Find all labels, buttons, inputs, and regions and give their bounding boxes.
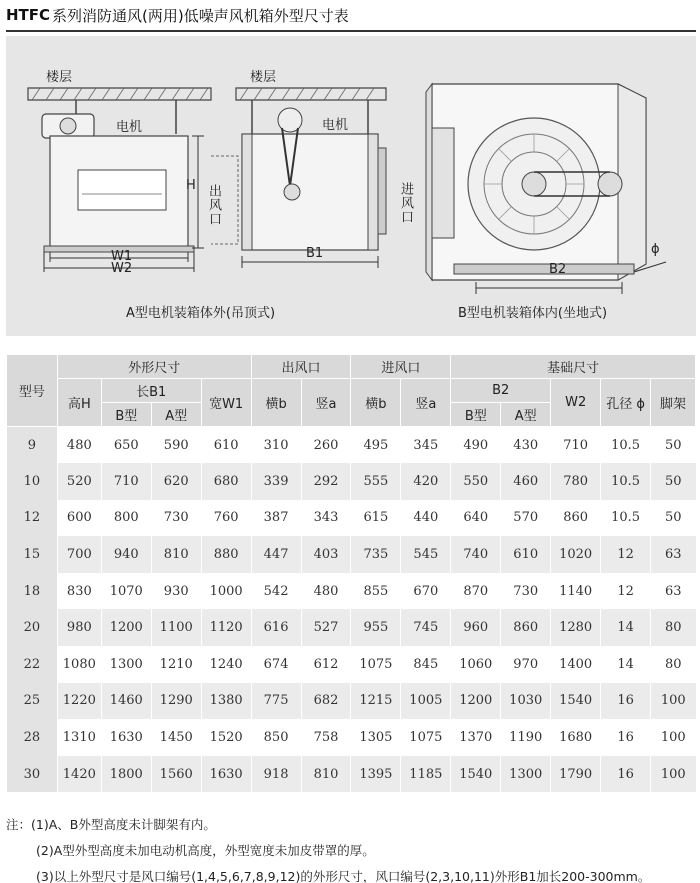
table-row bbox=[7, 463, 696, 500]
value-cell: 1100 bbox=[151, 609, 201, 646]
table-row bbox=[7, 500, 696, 537]
value-cell: 527 bbox=[301, 609, 351, 646]
value-cell: 542 bbox=[251, 573, 301, 610]
dimension-figure bbox=[6, 36, 696, 336]
value-cell: 420 bbox=[401, 463, 451, 500]
b1-type-b-header: B型 bbox=[101, 403, 151, 427]
value-cell: 1310 bbox=[57, 719, 101, 756]
value-cell: 440 bbox=[401, 500, 451, 537]
value-cell: 930 bbox=[151, 573, 201, 610]
model-cell: 20 bbox=[7, 609, 58, 646]
table-row bbox=[7, 573, 696, 610]
a-motor-label: 电机 bbox=[116, 120, 143, 135]
value-cell: 870 bbox=[451, 573, 501, 610]
value-cell: 1560 bbox=[151, 756, 201, 793]
model-cell: 9 bbox=[7, 427, 58, 464]
value-cell: 970 bbox=[501, 646, 551, 683]
notes-prefix: 注： bbox=[6, 817, 32, 832]
hole-header: 孔径 ϕ bbox=[601, 379, 651, 427]
value-cell: 955 bbox=[351, 609, 401, 646]
feet-header: 脚架 bbox=[651, 379, 696, 427]
value-cell: 674 bbox=[251, 646, 301, 683]
value-cell: 1005 bbox=[401, 683, 451, 720]
value-cell: 1140 bbox=[551, 573, 601, 610]
value-cell: 960 bbox=[451, 609, 501, 646]
value-cell: 710 bbox=[101, 463, 151, 500]
table-row bbox=[7, 609, 696, 646]
value-cell: 50 bbox=[651, 427, 696, 464]
value-cell: 730 bbox=[151, 500, 201, 537]
width-w1-header: 宽W1 bbox=[201, 379, 251, 427]
page-title bbox=[6, 2, 696, 28]
table-row bbox=[7, 719, 696, 756]
value-cell: 10.5 bbox=[601, 500, 651, 537]
value-cell: 880 bbox=[201, 536, 251, 573]
model-cell: 28 bbox=[7, 719, 58, 756]
b-b2-label: B2 bbox=[549, 262, 567, 277]
outlet-horiz-header: 横b bbox=[251, 379, 301, 427]
b-type-caption: B型电机装箱体内(坐地式) bbox=[458, 306, 608, 321]
value-cell: 1290 bbox=[151, 683, 201, 720]
value-cell: 387 bbox=[251, 500, 301, 537]
dimension-drawing bbox=[6, 36, 696, 336]
value-cell: 600 bbox=[57, 500, 101, 537]
value-cell: 1300 bbox=[501, 756, 551, 793]
value-cell: 1400 bbox=[551, 646, 601, 683]
value-cell: 310 bbox=[251, 427, 301, 464]
value-cell: 1190 bbox=[501, 719, 551, 756]
value-cell: 980 bbox=[57, 609, 101, 646]
value-cell: 447 bbox=[251, 536, 301, 573]
value-cell: 80 bbox=[651, 646, 696, 683]
note-1-text: (1)A、B外型高度未计脚架有内。 bbox=[31, 817, 216, 832]
value-cell: 650 bbox=[101, 427, 151, 464]
value-cell: 860 bbox=[501, 609, 551, 646]
value-cell: 80 bbox=[651, 609, 696, 646]
a-w1-label: W1 bbox=[111, 249, 133, 264]
table-row bbox=[7, 536, 696, 573]
value-cell: 1075 bbox=[401, 719, 451, 756]
value-cell: 670 bbox=[401, 573, 451, 610]
foundation-header: 基础尺寸 bbox=[451, 355, 696, 379]
value-cell: 1630 bbox=[201, 756, 251, 793]
dimension-table-body bbox=[7, 427, 696, 793]
value-cell: 740 bbox=[451, 536, 501, 573]
value-cell: 480 bbox=[57, 427, 101, 464]
outlet-header: 出风口 bbox=[251, 355, 351, 379]
value-cell: 63 bbox=[651, 573, 696, 610]
value-cell: 1300 bbox=[101, 646, 151, 683]
value-cell: 1240 bbox=[201, 646, 251, 683]
a-type-caption: A型电机装箱体外(吊顶式) bbox=[126, 306, 276, 321]
value-cell: 615 bbox=[351, 500, 401, 537]
value-cell: 1080 bbox=[57, 646, 101, 683]
model-cell: 10 bbox=[7, 463, 58, 500]
value-cell: 550 bbox=[451, 463, 501, 500]
note-line-1 bbox=[6, 812, 696, 838]
value-cell: 260 bbox=[301, 427, 351, 464]
value-cell: 1540 bbox=[551, 683, 601, 720]
value-cell: 495 bbox=[351, 427, 401, 464]
value-cell: 345 bbox=[401, 427, 451, 464]
value-cell: 100 bbox=[651, 756, 696, 793]
value-cell: 810 bbox=[301, 756, 351, 793]
value-cell: 780 bbox=[551, 463, 601, 500]
model-cell: 25 bbox=[7, 683, 58, 720]
outlet-vert-header: 竖a bbox=[301, 379, 351, 427]
value-cell: 430 bbox=[501, 427, 551, 464]
col-model-header: 型号 bbox=[7, 355, 58, 427]
b2-type-b-header: B型 bbox=[451, 403, 501, 427]
value-cell: 855 bbox=[351, 573, 401, 610]
value-cell: 940 bbox=[101, 536, 151, 573]
value-cell: 16 bbox=[601, 756, 651, 793]
value-cell: 460 bbox=[501, 463, 551, 500]
middle-motor-label: 电机 bbox=[322, 118, 349, 133]
value-cell: 760 bbox=[201, 500, 251, 537]
table-row bbox=[7, 427, 696, 464]
model-cell: 18 bbox=[7, 573, 58, 610]
inlet-horiz-header: 横b bbox=[351, 379, 401, 427]
value-cell: 610 bbox=[201, 427, 251, 464]
page-title-code: HTFC bbox=[6, 6, 51, 24]
b-phi-label: ϕ bbox=[651, 242, 660, 257]
value-cell: 758 bbox=[301, 719, 351, 756]
value-cell: 570 bbox=[501, 500, 551, 537]
value-cell: 830 bbox=[57, 573, 101, 610]
value-cell: 700 bbox=[57, 536, 101, 573]
value-cell: 555 bbox=[351, 463, 401, 500]
value-cell: 1380 bbox=[201, 683, 251, 720]
value-cell: 1280 bbox=[551, 609, 601, 646]
value-cell: 403 bbox=[301, 536, 351, 573]
value-cell: 1800 bbox=[101, 756, 151, 793]
middle-b1-label: B1 bbox=[306, 246, 324, 261]
value-cell: 680 bbox=[201, 463, 251, 500]
note-line-2: (2)A型外型高度未加电动机高度，外型宽度未加皮带罩的厚。 bbox=[36, 843, 375, 858]
value-cell: 590 bbox=[151, 427, 201, 464]
value-cell: 1370 bbox=[451, 719, 501, 756]
value-cell: 50 bbox=[651, 500, 696, 537]
value-cell: 1540 bbox=[451, 756, 501, 793]
w2-header: W2 bbox=[551, 379, 601, 427]
value-cell: 1070 bbox=[101, 573, 151, 610]
value-cell: 16 bbox=[601, 683, 651, 720]
title-divider bbox=[6, 30, 696, 32]
middle-drawing bbox=[236, 88, 386, 268]
outer-size-header: 外形尺寸 bbox=[57, 355, 251, 379]
inlet-header: 进风口 bbox=[351, 355, 451, 379]
value-cell: 730 bbox=[501, 573, 551, 610]
value-cell: 1630 bbox=[101, 719, 151, 756]
note-line-3: (3)以上外型尺寸是风口编号(1,4,5,6,7,8,9,12)的外形尺寸，风口编号(2,3,10,11)外形B1加长200-300mm。 bbox=[36, 869, 651, 883]
value-cell: 520 bbox=[57, 463, 101, 500]
value-cell: 1420 bbox=[57, 756, 101, 793]
value-cell: 745 bbox=[401, 609, 451, 646]
table-row bbox=[7, 683, 696, 720]
b-type-drawing bbox=[426, 84, 666, 294]
value-cell: 1120 bbox=[201, 609, 251, 646]
middle-floor-label: 楼层 bbox=[250, 70, 277, 85]
value-cell: 1215 bbox=[351, 683, 401, 720]
a-height-label: H bbox=[186, 178, 196, 193]
value-cell: 610 bbox=[501, 536, 551, 573]
value-cell: 845 bbox=[401, 646, 451, 683]
value-cell: 16 bbox=[601, 719, 651, 756]
dimension-table bbox=[6, 354, 696, 792]
value-cell: 1450 bbox=[151, 719, 201, 756]
value-cell: 63 bbox=[651, 536, 696, 573]
value-cell: 12 bbox=[601, 536, 651, 573]
value-cell: 1200 bbox=[101, 609, 151, 646]
value-cell: 1020 bbox=[551, 536, 601, 573]
value-cell: 1075 bbox=[351, 646, 401, 683]
value-cell: 850 bbox=[251, 719, 301, 756]
value-cell: 50 bbox=[651, 463, 696, 500]
value-cell: 10.5 bbox=[601, 427, 651, 464]
inlet-vert-header: 竖a bbox=[401, 379, 451, 427]
value-cell: 292 bbox=[301, 463, 351, 500]
table-row bbox=[7, 756, 696, 793]
value-cell: 1460 bbox=[101, 683, 151, 720]
value-cell: 545 bbox=[401, 536, 451, 573]
page-title-text: 系列消防通风(两用)低噪声风机箱外型尺寸表 bbox=[52, 6, 349, 25]
a-outlet-label: 出风口 bbox=[206, 184, 221, 226]
value-cell: 1060 bbox=[451, 646, 501, 683]
value-cell: 490 bbox=[451, 427, 501, 464]
value-cell: 1210 bbox=[151, 646, 201, 683]
notes bbox=[6, 812, 696, 883]
value-cell: 480 bbox=[301, 573, 351, 610]
model-cell: 30 bbox=[7, 756, 58, 793]
value-cell: 1030 bbox=[501, 683, 551, 720]
value-cell: 1220 bbox=[57, 683, 101, 720]
value-cell: 100 bbox=[651, 719, 696, 756]
value-cell: 612 bbox=[301, 646, 351, 683]
value-cell: 710 bbox=[551, 427, 601, 464]
model-cell: 22 bbox=[7, 646, 58, 683]
value-cell: 1000 bbox=[201, 573, 251, 610]
value-cell: 10.5 bbox=[601, 463, 651, 500]
value-cell: 1395 bbox=[351, 756, 401, 793]
b2-type-a-header: A型 bbox=[501, 403, 551, 427]
model-cell: 15 bbox=[7, 536, 58, 573]
model-cell: 12 bbox=[7, 500, 58, 537]
b2-header: B2 bbox=[451, 379, 551, 403]
a-floor-label: 楼层 bbox=[46, 70, 73, 85]
value-cell: 640 bbox=[451, 500, 501, 537]
value-cell: 14 bbox=[601, 646, 651, 683]
value-cell: 343 bbox=[301, 500, 351, 537]
height-h-header: 高H bbox=[57, 379, 101, 427]
value-cell: 682 bbox=[301, 683, 351, 720]
value-cell: 860 bbox=[551, 500, 601, 537]
value-cell: 616 bbox=[251, 609, 301, 646]
value-cell: 800 bbox=[101, 500, 151, 537]
value-cell: 1520 bbox=[201, 719, 251, 756]
a-w2-label: W2 bbox=[111, 261, 133, 276]
value-cell: 1305 bbox=[351, 719, 401, 756]
value-cell: 1790 bbox=[551, 756, 601, 793]
value-cell: 810 bbox=[151, 536, 201, 573]
value-cell: 1185 bbox=[401, 756, 451, 793]
value-cell: 1200 bbox=[451, 683, 501, 720]
value-cell: 775 bbox=[251, 683, 301, 720]
value-cell: 918 bbox=[251, 756, 301, 793]
value-cell: 620 bbox=[151, 463, 201, 500]
value-cell: 1680 bbox=[551, 719, 601, 756]
value-cell: 100 bbox=[651, 683, 696, 720]
table-row bbox=[7, 646, 696, 683]
value-cell: 339 bbox=[251, 463, 301, 500]
length-b1-header: 长B1 bbox=[101, 379, 201, 403]
value-cell: 14 bbox=[601, 609, 651, 646]
value-cell: 12 bbox=[601, 573, 651, 610]
b1-type-a-header: A型 bbox=[151, 403, 201, 427]
middle-inlet-label: 进风口 bbox=[398, 182, 413, 224]
value-cell: 735 bbox=[351, 536, 401, 573]
